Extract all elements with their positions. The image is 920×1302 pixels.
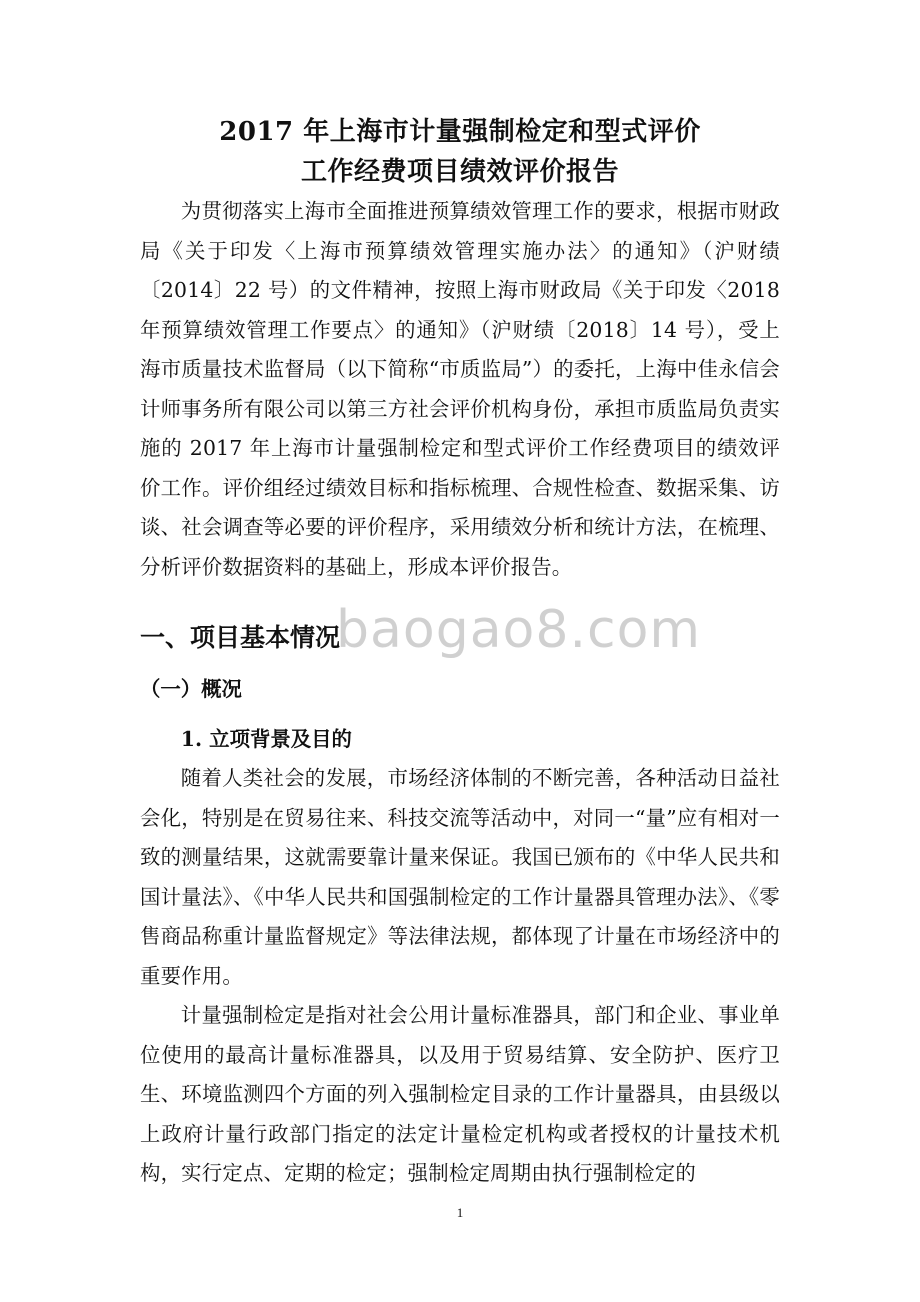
background-paragraph-2: 计量强制检定是指对社会公用计量标准器具，部门和企业、事业单位使用的最高计量标准器具，以及用于贸易结算、安全防护、医疗卫生、环境监测四个方面的列入强制检定目录的工作计量器具，由县级以上政府计量行政部门指定的法定计量检定机构或者授权的计量技术机构，实行定点、定期的检定；强制检定周期由执行强制检定的 — [140, 1003, 780, 1185]
page-number: 1 — [456, 1205, 464, 1220]
watermark: baogao8.com — [336, 600, 702, 660]
background-paragraph-1: 随着人类社会的发展，市场经济体制的不断完善，各种活动日益社会化，特别是在贸易往来、科技交流等活动中，对同一“量”应有相对一致的测量结果，这就需要靠计量来保证。我国已颁布的《中华人民共和国计量法》、《中华人民共和国强制检定的工作计量器具管理办法》、《零售商品称重计量监督规定》等法律法规，都体现了计量在市场经济中的重要作用。 — [140, 766, 780, 988]
section-heading-project-overview: 一、项目基本情况 — [140, 623, 341, 652]
intro-paragraph: 为贯彻落实上海市全面推进预算绩效管理工作的要求，根据市财政局《关于印发〈上海市预算绩效管理实施办法〉的通知》（沪财绩〔2014〕22 号）的文件精神，按照上海市财政局《关于印发〈2018 年预算绩效管理工作要点〉的通知》（沪财绩〔2018〕14 号），受上海市质量技术监督局（以下简称“市质监局”）的委托，上海中佳永信会计师事务所有限公司以第三方社会评价机构身份，承担市质监局负责实施的 2017 年上海市计量强制检定和型式评价工作经费项目的绩效评价工作。评价组经过绩效目标和指标梳理、合规性检查、数据采集、访谈、社会调查等必要的评价程序，采用绩效分析和统计方法，在梳理、分析评价数据资料的基础上，形成本评价报告。 — [140, 199, 780, 579]
report-title-line-2: 工作经费项目绩效评价报告 — [300, 157, 619, 187]
report-title — [140, 112, 780, 192]
item-heading-background: 1. 立项背景及目的 — [180, 727, 352, 751]
subsection-heading-overview: （一）概况 — [140, 677, 242, 701]
report-title-line-1: 2017 年上海市计量强制检定和型式评价 — [219, 117, 701, 147]
